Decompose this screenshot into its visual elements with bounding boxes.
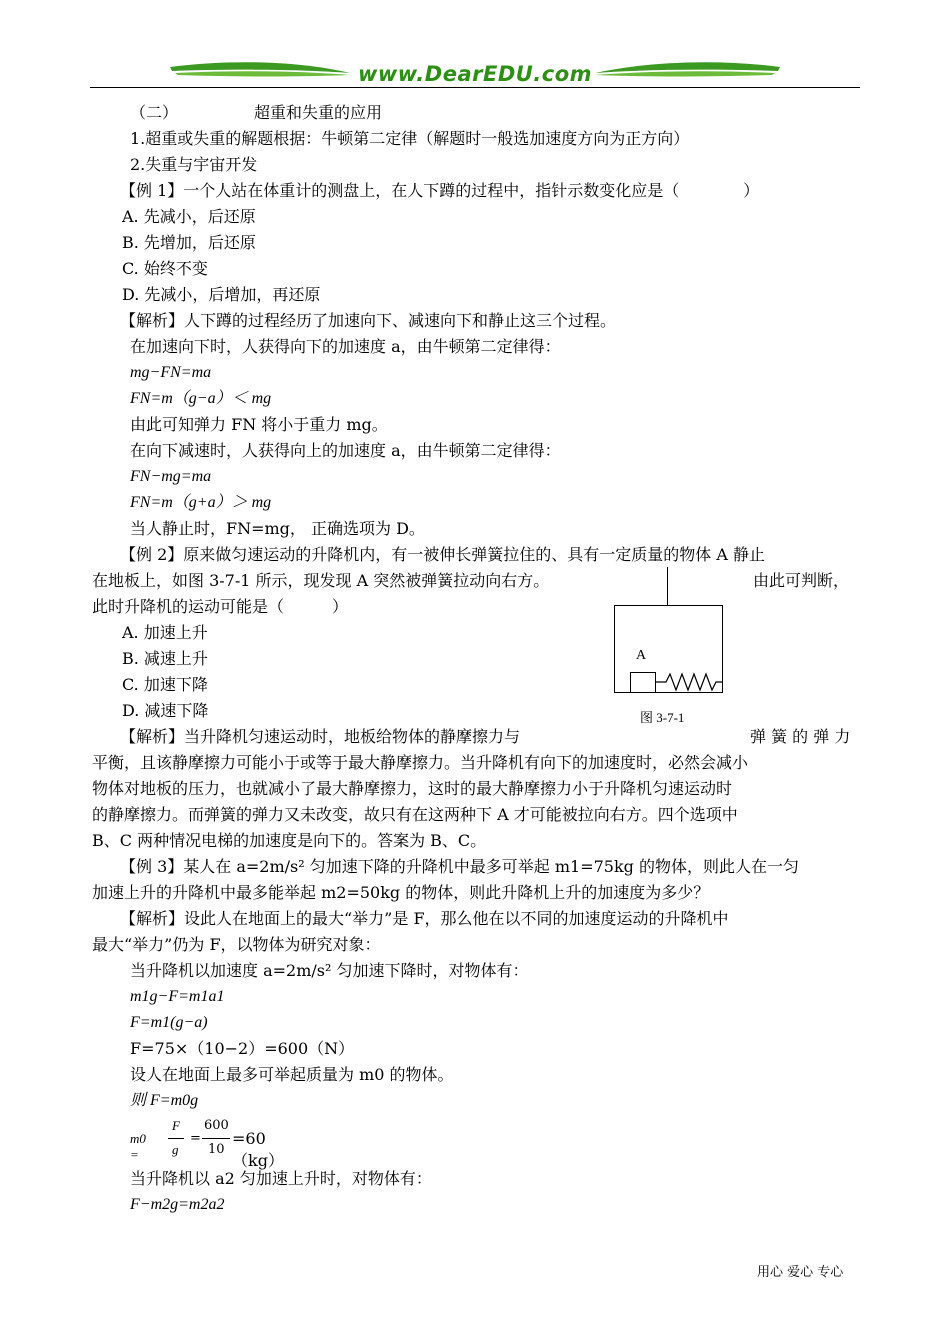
paragraph: 2.失重与宇宙开发 bbox=[130, 155, 258, 174]
solution-line: 物体对地板的压力，也就减小了最大静摩擦力，这时的最大静摩擦力小于升降机匀速运动时 bbox=[92, 779, 733, 798]
equation: F=75×（10−2）=600（N） bbox=[130, 1039, 355, 1058]
solution-line: 当人静止时，FN=mg， 正确选项为 D。 bbox=[130, 519, 425, 538]
solution-line: 【解析】设此人在地面上的最大“举力”是 F，那么他在以不同的加速度运动的升降机中 bbox=[120, 909, 729, 928]
option-b: B. 先增加，后还原 bbox=[122, 233, 256, 252]
solution-line: 设人在地面上最多可举起质量为 m0 的物体。 bbox=[130, 1065, 454, 1084]
figure-block-label: A bbox=[636, 648, 647, 663]
example-2-question: 由此可判断， bbox=[753, 571, 850, 590]
solution-line: 在加速向下时，人获得向下的加速度 a，由牛顿第二定律得： bbox=[130, 337, 561, 356]
equation: m1g−F=m1a1 bbox=[130, 988, 225, 1005]
site-logo-text: www.DearEDU.com bbox=[357, 62, 593, 86]
solution-line: 平衡，且该静摩擦力可能小于或等于最大静摩擦力。当升降机有向下的加速度时，必然会减小 bbox=[92, 753, 749, 772]
fraction-lhs: m0 = bbox=[130, 1131, 146, 1162]
equals-sign: = bbox=[190, 1131, 201, 1146]
figure-block-a bbox=[630, 672, 656, 693]
example-3-question: 【例 3】某人在 a=2m/s² 匀加速下降的升降机中最多可举起 m1=75kg 的物体，则此人在一匀 bbox=[120, 857, 799, 876]
figure-spring-icon bbox=[656, 666, 724, 696]
header-rule bbox=[90, 87, 860, 88]
equation: mg−FN=ma bbox=[130, 364, 212, 381]
solution-line: 最大“举力”仍为 F，以物体为研究对象： bbox=[92, 935, 381, 954]
footer-text: 用心 爱心 专心 bbox=[757, 1265, 844, 1280]
fraction-rhs: =60（kg） bbox=[232, 1129, 284, 1170]
paragraph: 1.超重或失重的解题根据：牛顿第二定律（解题时一般选加速度方向为正方向） bbox=[130, 129, 690, 148]
example-2-question: 【例 2】原来做匀速运动的升降机内，有一被伸长弹簧拉住的、具有一定质量的物体 A 静止 bbox=[120, 545, 765, 564]
fraction-bar bbox=[168, 1138, 184, 1139]
fraction-denominator: g bbox=[172, 1142, 179, 1157]
fraction-numerator: F bbox=[172, 1118, 180, 1133]
example-2-question: 在地板上，如图 3-7-1 所示，现发现 A 突然被弹簧拉动向右方。 bbox=[92, 571, 550, 590]
fraction-denominator: 10 bbox=[208, 1142, 225, 1157]
solution-line: 当升降机以加速度 a=2m/s² 匀加速下降时，对物体有： bbox=[130, 961, 529, 980]
solution-line: 的静摩擦力。而弹簧的弹力又未改变，故只有在这两种下 A 才可能被拉向右方。四个选项中 bbox=[92, 805, 738, 824]
option-c: C. 加速下降 bbox=[122, 675, 208, 694]
equation: 则 F=m0g bbox=[130, 1092, 199, 1109]
figure-caption: 图 3-7-1 bbox=[640, 710, 685, 725]
solution-line: 由此可知弹力 FN 将小于重力 mg。 bbox=[130, 415, 388, 434]
option-b: B. 减速上升 bbox=[122, 649, 208, 668]
option-d: D. 减速下降 bbox=[122, 701, 209, 720]
section-number: （二） bbox=[130, 103, 179, 122]
example-1-question: 【例 1】一个人站在体重计的测盘上，在人下蹲的过程中，指针示数变化应是（ ） bbox=[120, 181, 760, 200]
equation: FN=m（g+a）＞ mg bbox=[130, 494, 272, 511]
example-2-question: 此时升降机的运动可能是（ ） bbox=[92, 597, 349, 616]
figure-suspension-wire bbox=[667, 567, 668, 605]
fraction-bar bbox=[202, 1138, 230, 1139]
section-title: 超重和失重的应用 bbox=[254, 103, 383, 122]
fraction-numerator: 600 bbox=[204, 1118, 229, 1133]
example-3-question: 加速上升的升降机中最多能举起 m2=50kg 的物体，则此升降机上升的加速度为多少？ bbox=[92, 883, 710, 902]
option-c: C. 始终不变 bbox=[122, 259, 208, 278]
equation: F−m2g=m2a2 bbox=[130, 1196, 225, 1213]
option-a: A. 先减小，后还原 bbox=[122, 207, 256, 226]
solution-line: 【解析】当升降机匀速运动时，地板给物体的静摩擦力与 bbox=[120, 727, 521, 746]
solution-line: 【解析】人下蹲的过程经历了加速向下、减速向下和静止这三个过程。 bbox=[120, 311, 617, 330]
equation: FN=m（g−a）＜ mg bbox=[130, 390, 272, 407]
solution-line: 当升降机以 a2 匀加速上升时，对物体有： bbox=[130, 1169, 432, 1188]
option-d: D. 先减小，后增加，再还原 bbox=[122, 285, 321, 304]
option-a: A. 加速上升 bbox=[122, 623, 208, 642]
equation: F=m1(g−a) bbox=[130, 1014, 208, 1031]
solution-line: B、C 两种情况电梯的加速度是向下的。答案为 B、C。 bbox=[92, 831, 487, 850]
solution-line: 弹 簧 的 弹 力 bbox=[750, 727, 851, 746]
equation: FN−mg=ma bbox=[130, 468, 212, 485]
solution-line: 在向下减速时，人获得向上的加速度 a，由牛顿第二定律得： bbox=[130, 441, 561, 460]
